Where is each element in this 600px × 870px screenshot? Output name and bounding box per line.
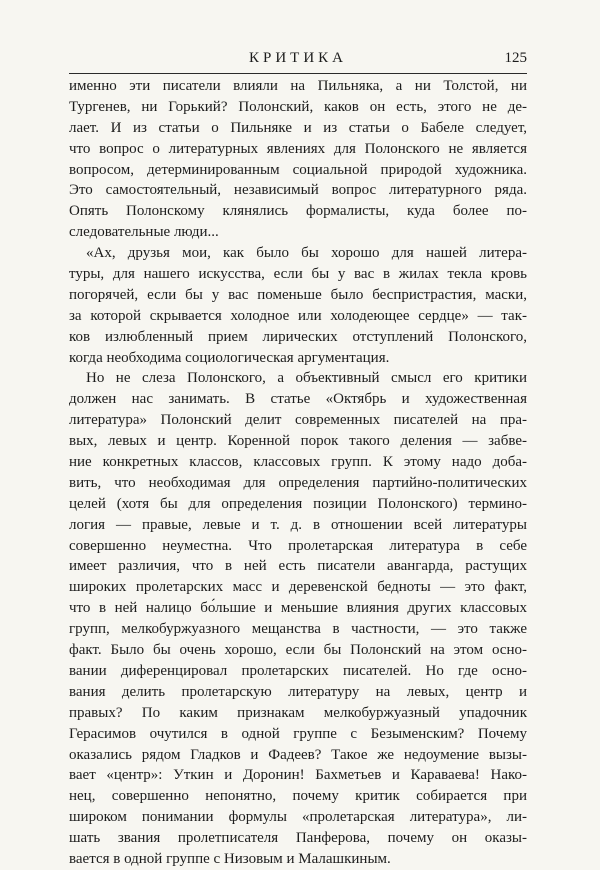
text-line: ков излюбленный прием лирических отступлений Полонского, (69, 328, 527, 345)
text-line: групп, мелкобуржуазного мещанства в частности, — это также (69, 621, 527, 638)
text-line: лает. И из статьи о Пильняке и из статьи о Бабеле следует, (69, 119, 527, 136)
text-line: Герасимов очутился в одной группе с Безыменским? Почему (69, 725, 527, 742)
text-line: Это самостоятельный, независимый вопрос литературного ряда. (69, 182, 527, 199)
text-line: вает «центр»: Уткин и Доронин! Бахметьев и Караваева! Нако- (69, 767, 527, 784)
header-rule (69, 73, 527, 74)
text-line: нец, совершенно непонятно, почему критик собирается при (69, 788, 527, 805)
text-line: целей (хотя бы для определения позиции Полонского) термино- (69, 495, 527, 512)
text-line: вания делить пролетарскую литературу на левых, центр и (69, 683, 527, 700)
page-number: 125 (504, 50, 527, 66)
text-line: ние конкретных классов, классовых групп. К этому надо доба- (69, 454, 527, 471)
text-line: Но не слеза Полонского, а объективный смысл его критики (86, 370, 527, 387)
text-line: шать звания пролетписателя Панферова, почему он оказы- (69, 830, 527, 847)
text-line: должен нас занимать. В статье «Октябрь и художественная (69, 391, 527, 408)
text-line: туры, для нашего искусства, если бы у вас в жилах текла кровь (69, 266, 527, 283)
text-line: литература» Полонский делит современных писателей на пра- (69, 412, 527, 429)
running-header (69, 50, 527, 72)
text-line: что в ней налицо бо́льшие и меньшие влияния других классовых (69, 600, 527, 617)
text-line: совершенно неуместна. Что пролетарская литература в себе (69, 537, 527, 554)
text-line: широком понимании формулы «пролетарская литература», ли- (69, 809, 527, 826)
text-line: вых, левых и центр. Коренной порок такого деления — забве- (69, 433, 527, 450)
text-line: факт. Было бы очень хорошо, если бы Полонский на этом осно- (69, 642, 527, 659)
text-line: логия — правые, левые и т. д. в отношении всей литературы (69, 516, 527, 533)
text-line: когда необходима социологическая аргументация. (69, 349, 390, 366)
text-line: «Ах, друзья мои, как было бы хорошо для нашей литера- (86, 245, 527, 262)
text-line: вопросом, детерминированным социальной природой художника. (69, 161, 527, 178)
text-line: имеет различия, что в ней есть писатели авангарда, растущих (69, 558, 527, 575)
text-line: следовательные люди... (69, 224, 219, 241)
text-line: за которой скрывается холодное или холодеющее сердце» — так- (69, 307, 527, 324)
text-line: вании диференцировал пролетарских писателей. Но где осно- (69, 662, 527, 679)
text-line: погорячей, если бы у вас поменьше было беспристрастия, маски, (69, 286, 527, 303)
text-line: Опять Полонскому клянялись формалисты, куда более по- (69, 203, 527, 220)
text-line: широких пролетарских масс и деревенской бедноты — это факт, (69, 579, 527, 596)
text-line: вить, что необходимая для определения партийно-политических (69, 474, 527, 491)
text-line: что вопрос о литературных явлениях для Полонского не является (69, 140, 527, 157)
text-line: именно эти писатели влияли на Пильняка, а ни Толстой, ни (69, 78, 527, 94)
text-line: правых? По каким признакам мелкобуржуазный упадочник (69, 704, 527, 721)
text-line: оказались рядом Гладков и Фадеев? Такое же недоумение вызы- (69, 746, 527, 763)
running-title: КРИТИКА (248, 50, 347, 66)
body-text (69, 76, 527, 870)
text-line: Тургенев, ни Горький? Полонский, каков он есть, этого не де- (69, 98, 527, 115)
text-line: вается в одной группе с Низовым и Малашкиным. (69, 850, 391, 867)
